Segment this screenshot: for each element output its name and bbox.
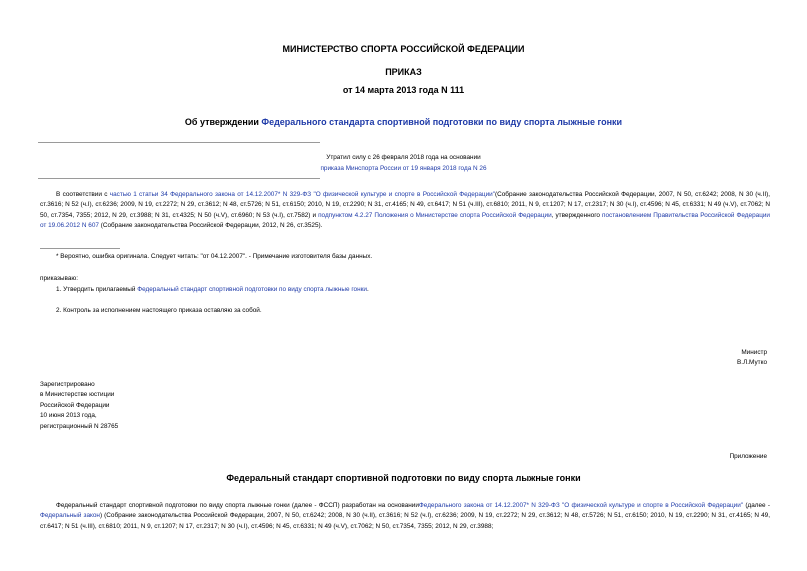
validity-line-1: Утратил силу с 26 февраля 2018 года на основании (326, 154, 481, 161)
appendix-link-federal-law[interactable]: Федеральный закон (40, 512, 100, 520)
divider-bottom (38, 178, 320, 179)
appendix-text-1: Федеральный стандарт спортивной подготовки по виду спорта лыжные гонки (далее - ФССП) разработан на основании (56, 502, 419, 509)
validity-link[interactable]: приказа Минспорта России от 19 января 2018 года N 26 (320, 165, 487, 172)
appendix-paragraph (40, 501, 770, 532)
order-item-1-text: 1. Утвердить прилагаемый (56, 286, 138, 293)
registration-line: в Министерстве юстиции (40, 391, 115, 399)
preamble-link-law[interactable]: частью 1 статьи 34 Федерального закона от 14.12.2007* N 329-ФЗ "О физической культуре и спорте в Российской Федерации" (109, 191, 495, 198)
preamble-text-2: (Собрание законодательства Российской Федерации, 2007, N 50, ст.6242; 2008, N 30 (ч.II), ст.3616; N 52 (ч.I), ст.6236; 2009, N 19, ст.2272; N 29, ст.3612; N 48, ст.5726; N 51, ст.6150; 2010, N 19, ст.2290; N 31, ст.4165; N 49, ст.6417; N 51 (ч.III), ст.6810; 2011, N 9, ст.1207; N 17, ст.2317; N 30 (ч.I), ст.4596; N 45, ст.6331; N 49 (ч.V), ст.7062; N 50, ст.7354, 7355; 2012, N 29, ст.3988; N 31, ст.4325; N 50 (ч.V), ст.6960; N 53 (ч.I), ст.7582) и (40, 191, 770, 219)
registration-line: Российской Федерации (40, 401, 110, 409)
ministry-heading: МИНИСТЕРСТВО СПОРТА РОССИЙСКОЙ ФЕДЕРАЦИИ (282, 44, 525, 54)
title-link[interactable]: Федерального стандарта спортивной подготовки по виду спорта лыжные гонки (261, 117, 623, 127)
appendix-label: Приложение (729, 453, 767, 460)
validity-link-line (0, 164, 807, 174)
preamble-paragraph (40, 190, 770, 232)
preamble-link-regulation[interactable]: подпунктом 4.2.27 Положения о Министерстве спорта Российской Федерации (318, 211, 552, 219)
order-item-2: 2. Контроль за исполнением настоящего приказа оставляю за собой. (56, 307, 262, 314)
order-item-1-link[interactable]: Федеральный стандарт спортивной подготовки по виду спорта лыжные гонки (137, 286, 367, 293)
preamble-text-3: , утвержденного (551, 211, 602, 219)
divider-top (38, 142, 320, 143)
signature-role: Министр (741, 349, 767, 356)
appendix-text-3: ) (Собрание законодательства Российской Федерации, 2007, N 50, ст.6242; 2008, N 30 (ч.II), ст.3616; N 52 (ч.I), ст.6236; 2009, N 19, ст.2272; N 29, ст.3612; N 48, ст.5726; N 51, ст.6150; 2010, N 19, ст.2290; N 31, ст.4165; N 49, ст.6417; N 51 (ч.III), ст.6810; 2011, N 9, ст.1207; N 17, ст.2317; N 30 (ч.I), ст.4596; N 45, ст.6331; N 49 (ч.V), ст.7062; N 50, ст.7354, 7355; 2012, N 29, ст.3988; (40, 512, 770, 530)
order-item-1-end: . (367, 286, 369, 293)
registration-line: Зарегистрировано (40, 381, 95, 388)
title-prefix: Об утверждении (184, 117, 262, 127)
signature-name: В.Л.Мутко (737, 359, 767, 366)
registration-line: регистрационный N 28765 (40, 422, 119, 430)
preamble-text-1: В соответствии с (56, 191, 110, 198)
appendix-title: Федеральный стандарт спортивной подготовки по виду спорта лыжные гонки (226, 473, 581, 483)
order-item-1 (56, 285, 369, 295)
prikazyvayu-text: приказываю: (40, 275, 78, 282)
date-number-heading: от 14 марта 2013 года N 111 (342, 85, 465, 95)
document-title (0, 117, 807, 127)
preamble-text-4: (Собрание законодательства Российской Федерации, 2012, N 26, ст.3525). (98, 222, 323, 230)
registration-line: 10 июня 2013 года, (40, 412, 97, 420)
appendix-text-2: (далее - (743, 502, 770, 509)
footnote-divider (40, 248, 120, 249)
footnote: * Вероятно, ошибка оригинала. Следует читать: "от 04.12.2007". - Примечание изготовителя базы данных. (56, 253, 373, 260)
registration-block (40, 380, 118, 432)
doc-type-heading: ПРИКАЗ (385, 67, 422, 77)
preamble-link-decree[interactable]: постановлением Правительства Российской Федерации от 19.06.2012 N 607 (40, 211, 770, 230)
appendix-link-law[interactable]: Федерального закона от 14.12.2007* N 329-ФЗ "О физической культуре и спорте в Российской Федерации" (418, 502, 744, 509)
